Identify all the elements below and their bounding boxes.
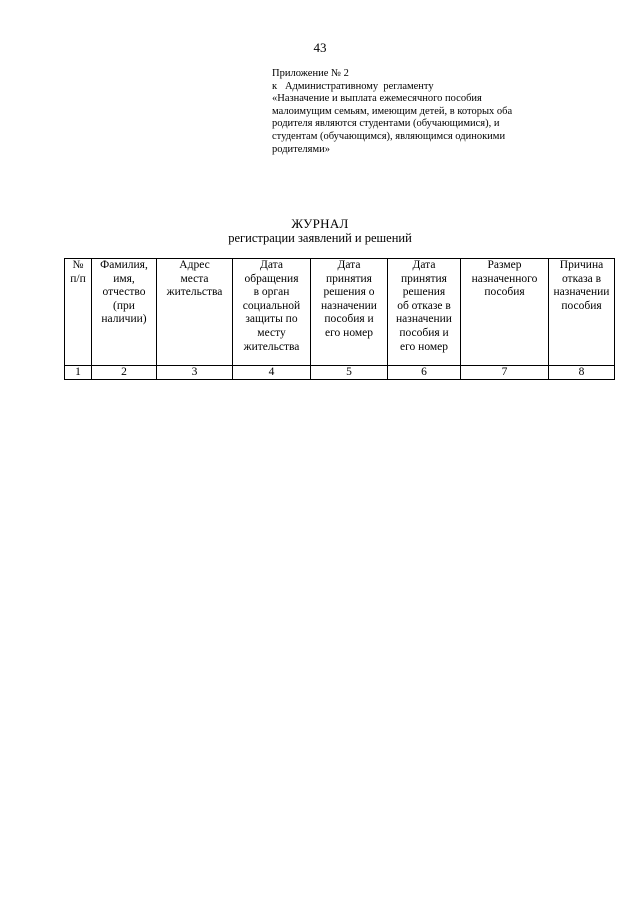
appendix-line: «Назначение и выплата ежемесячного пособия: [272, 93, 482, 105]
column-number: 4: [233, 366, 311, 380]
table-header-row: [65, 259, 615, 366]
column-number: 7: [461, 366, 549, 380]
header-refusal-reason: Причина отказа в назначении пособия: [549, 259, 615, 366]
column-number: 5: [311, 366, 388, 380]
header-benefit-amount: Размер назначенного пособия: [461, 259, 549, 366]
journal-title: ЖУРНАЛ: [291, 216, 349, 231]
column-number: 8: [549, 366, 615, 380]
header-application-date: Дата обращения в орган социальной защиты по месту жительства: [233, 259, 311, 366]
header-number: № п/п: [65, 259, 92, 366]
column-number: 6: [388, 366, 461, 380]
appendix-block: [272, 68, 572, 156]
header-full-name: Фамилия, имя, отчество (при наличии): [92, 259, 157, 366]
header-grant-decision-date: Дата принятия решения о назначении пособия и его номер: [311, 259, 388, 366]
page-number: 43: [313, 40, 327, 55]
column-number-row: [65, 366, 615, 380]
appendix-line: Приложение № 2: [272, 68, 349, 79]
appendix-line: к Административному регламенту: [272, 80, 434, 92]
appendix-line: малоимущим семьям, имеющим детей, в которых оба: [272, 105, 513, 117]
journal-table: [64, 258, 615, 380]
journal-subtitle: регистрации заявлений и решений: [228, 231, 412, 245]
column-number: 3: [157, 366, 233, 380]
column-number: 1: [65, 366, 92, 380]
header-address: Адрес места жительства: [157, 259, 233, 366]
appendix-line: студентам (обучающимся), являющимся одинокими: [272, 130, 506, 142]
column-number: 2: [92, 366, 157, 380]
appendix-line: родителями»: [272, 143, 330, 155]
appendix-line: родителя являются студентами (обучающимися), и: [272, 118, 500, 130]
header-refusal-decision-date: Дата принятия решения об отказе в назначении пособия и его номер: [388, 259, 461, 366]
